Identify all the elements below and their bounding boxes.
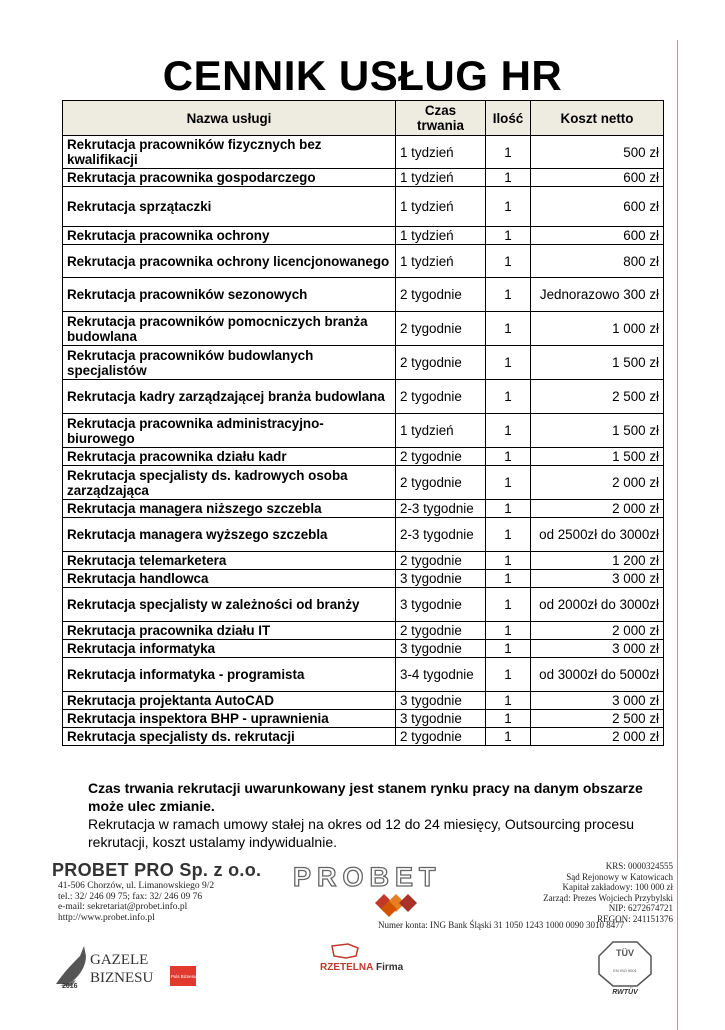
table-header-row: [63, 101, 664, 136]
net-cost-cell: 1 500 zł: [531, 448, 664, 466]
table-row: [63, 346, 664, 380]
duration-cell: 2 tygodnie: [396, 552, 486, 570]
service-name-cell: Rekrutacja managera wyższego szczebla: [63, 518, 396, 552]
poland-map-icon: [332, 944, 358, 958]
rzetelna-word: RZETELNA: [320, 962, 374, 973]
registration-info: [480, 861, 673, 924]
tuv-certification-logo: [595, 940, 655, 995]
duration-cell: 1 tydzień: [396, 169, 486, 187]
note-bold-text: Czas trwania rekrutacji uwarunkowany jest stanem rynku pracy na danym obszarze może ulec zmianie.: [88, 780, 643, 814]
service-name-cell: Rekrutacja pracownika administracyjno-biurowego: [63, 414, 396, 448]
net-cost-cell: 500 zł: [531, 136, 664, 169]
probet-diamonds-icon: [375, 889, 425, 917]
gazele-year: 2016: [62, 983, 78, 990]
duration-cell: 3 tygodnie: [396, 692, 486, 710]
service-name-cell: Rekrutacja specjalisty ds. kadrowych osoba zarządzająca: [63, 466, 396, 500]
quantity-cell: 1: [486, 278, 531, 312]
duration-cell: 2-3 tygodnie: [396, 500, 486, 518]
table-row: [63, 169, 664, 187]
service-name-cell: Rekrutacja projektanta AutoCAD: [63, 692, 396, 710]
duration-cell: 1 tydzień: [396, 187, 486, 227]
quantity-cell: 1: [486, 658, 531, 692]
table-row: [63, 588, 664, 622]
table-row: [63, 278, 664, 312]
quantity-cell: 1: [486, 448, 531, 466]
rzetelna-firma-logo: [318, 942, 418, 982]
duration-cell: 3 tygodnie: [396, 588, 486, 622]
duration-cell: 2 tygodnie: [396, 346, 486, 380]
bank-account: Numer konta: ING Bank Śląski 31 1050 1243 1000 0090 3010 8477: [378, 920, 625, 930]
board: Zarząd: Prezes Wojciech Przybylski: [543, 892, 673, 903]
rzetelna-firma: Firma: [376, 962, 404, 973]
service-name-cell: Rekrutacja pracowników sezonowych: [63, 278, 396, 312]
duration-cell: 3 tygodnie: [396, 570, 486, 588]
regon: REGON: 241151376: [597, 913, 673, 924]
net-cost-cell: 600 zł: [531, 169, 664, 187]
quantity-cell: 1: [486, 346, 531, 380]
tuv-bottom-text: RWTÜV: [612, 989, 638, 995]
table-row: [63, 227, 664, 245]
table-row: [63, 570, 664, 588]
table-row: [63, 466, 664, 500]
service-name-cell: Rekrutacja informatyka - programista: [63, 658, 396, 692]
table-row: [63, 380, 664, 414]
duration-cell: 2-3 tygodnie: [396, 518, 486, 552]
gazele-word2: BIZNESU: [90, 970, 154, 986]
quantity-cell: 1: [486, 500, 531, 518]
table-row: [63, 622, 664, 640]
duration-cell: 1 tydzień: [396, 245, 486, 278]
duration-cell: 1 tydzień: [396, 227, 486, 245]
header-quantity: Ilość: [486, 101, 531, 136]
duration-cell: 2 tygodnie: [396, 466, 486, 500]
company-email: e-mail: sekretariat@probet.info.pl: [58, 902, 188, 912]
probet-logo-text: PROBET: [293, 862, 442, 892]
net-cost-cell: 3 000 zł: [531, 570, 664, 588]
krs: KRS: 0000324555: [605, 861, 673, 871]
net-cost-cell: od 3000zł do 5000zł: [531, 658, 664, 692]
table-row: [63, 500, 664, 518]
quantity-cell: 1: [486, 466, 531, 500]
gazele-biznesu-logo: [50, 940, 210, 990]
duration-cell: 3-4 tygodnie: [396, 658, 486, 692]
capital: Kapitał zakładowy: 100 000 zł: [562, 882, 673, 892]
net-cost-cell: 1 000 zł: [531, 312, 664, 346]
service-name-cell: Rekrutacja managera niższego szczebla: [63, 500, 396, 518]
table-row: [63, 414, 664, 448]
quantity-cell: 1: [486, 169, 531, 187]
service-name-cell: Rekrutacja inspektora BHP - uprawnienia: [63, 710, 396, 728]
net-cost-cell: 1 200 zł: [531, 552, 664, 570]
net-cost-cell: 2 500 zł: [531, 710, 664, 728]
net-cost-cell: od 2500zł do 3000zł: [531, 518, 664, 552]
duration-cell: 2 tygodnie: [396, 278, 486, 312]
service-name-cell: Rekrutacja pracownika gospodarczego: [63, 169, 396, 187]
tuv-top-text: TÜV: [616, 948, 634, 958]
service-name-cell: Rekrutacja pracowników pomocniczych branża budowlana: [63, 312, 396, 346]
company-address: 41-506 Chorzów, ul. Limanowskiego 9/2: [58, 881, 215, 891]
net-cost-cell: 2 000 zł: [531, 500, 664, 518]
service-name-cell: Rekrutacja sprzątaczki: [63, 187, 396, 227]
net-cost-cell: 800 zł: [531, 245, 664, 278]
quantity-cell: 1: [486, 692, 531, 710]
quantity-cell: 1: [486, 552, 531, 570]
service-name-cell: Rekrutacja pracownika działu kadr: [63, 448, 396, 466]
net-cost-cell: Jednorazowo 300 zł: [531, 278, 664, 312]
duration-cell: 3 tygodnie: [396, 710, 486, 728]
net-cost-cell: 1 500 zł: [531, 414, 664, 448]
net-cost-cell: 2 000 zł: [531, 466, 664, 500]
duration-cell: 2 tygodnie: [396, 380, 486, 414]
table-row: [63, 640, 664, 658]
duration-cell: 1 tydzień: [396, 136, 486, 169]
quantity-cell: 1: [486, 588, 531, 622]
gazele-word1: GAZELE: [90, 952, 149, 968]
duration-cell: 2 tygodnie: [396, 728, 486, 746]
quantity-cell: 1: [486, 380, 531, 414]
service-name-cell: Rekrutacja specjalisty ds. rekrutacji: [63, 728, 396, 746]
header-net-cost: Koszt netto: [531, 101, 664, 136]
table-row: [63, 448, 664, 466]
table-row: [63, 187, 664, 227]
service-name-cell: Rekrutacja pracownika ochrony licencjonowanego: [63, 245, 396, 278]
table-row: [63, 136, 664, 169]
quantity-cell: 1: [486, 640, 531, 658]
net-cost-cell: 3 000 zł: [531, 640, 664, 658]
court: Sąd Rejonowy w Katowicach: [566, 871, 673, 882]
page-title: CENNIK USŁUG HR: [162, 52, 563, 99]
quantity-cell: 1: [486, 622, 531, 640]
service-name-cell: Rekrutacja pracowników fizycznych bez kwalifikacji: [63, 136, 396, 169]
quantity-cell: 1: [486, 312, 531, 346]
company-website: http://www.probet.info.pl: [58, 912, 155, 923]
note-block: [88, 779, 648, 851]
net-cost-cell: 3 000 zł: [531, 692, 664, 710]
quantity-cell: 1: [486, 728, 531, 746]
note-normal-text: Rekrutacja w ramach umowy stałej na okres od 12 do 24 miesięcy, Outsourcing procesu rekrutacji, koszt ustalamy indywidualnie.: [88, 816, 634, 850]
price-table: [62, 100, 664, 746]
table-row: [63, 728, 664, 746]
company-name: PROBET PRO Sp. z o.o.: [52, 860, 262, 880]
table-row: [63, 692, 664, 710]
puls-biznesu-text: Puls Biznesu: [171, 974, 197, 979]
company-info: [52, 860, 261, 923]
header-service-name: Nazwa usługi: [63, 101, 396, 136]
service-name-cell: Rekrutacja pracowników budowlanych specjalistów: [63, 346, 396, 380]
duration-cell: 2 tygodnie: [396, 448, 486, 466]
quantity-cell: 1: [486, 187, 531, 227]
table-row: [63, 710, 664, 728]
company-contact: [58, 881, 261, 923]
table-row: [63, 518, 664, 552]
net-cost-cell: 2 000 zł: [531, 622, 664, 640]
net-cost-cell: od 2000zł do 3000zł: [531, 588, 664, 622]
table-row: [63, 245, 664, 278]
table-row: [63, 658, 664, 692]
net-cost-cell: 1 500 zł: [531, 346, 664, 380]
quantity-cell: 1: [486, 227, 531, 245]
service-name-cell: Rekrutacja handlowca: [63, 570, 396, 588]
net-cost-cell: 2 500 zł: [531, 380, 664, 414]
net-cost-cell: 600 zł: [531, 187, 664, 227]
quantity-cell: 1: [486, 570, 531, 588]
service-name-cell: Rekrutacja informatyka: [63, 640, 396, 658]
probet-logo: [293, 862, 442, 893]
service-name-cell: Rekrutacja telemarketera: [63, 552, 396, 570]
quantity-cell: 1: [486, 518, 531, 552]
table-row: [63, 312, 664, 346]
table-row: [63, 552, 664, 570]
nip: NIP: 6272674721: [608, 903, 673, 913]
quantity-cell: 1: [486, 414, 531, 448]
service-name-cell: Rekrutacja kadry zarządzającej branża budowlana: [63, 380, 396, 414]
duration-cell: 3 tygodnie: [396, 640, 486, 658]
header-duration: Czas trwania: [396, 101, 486, 136]
service-name-cell: Rekrutacja pracownika działu IT: [63, 622, 396, 640]
tuv-standard: EN ISO 9001: [613, 968, 637, 973]
company-phone: tel.: 32/ 246 09 75; fax: 32/ 246 09 76: [58, 891, 203, 902]
gazelle-icon: [56, 946, 86, 986]
net-cost-cell: 2 000 zł: [531, 728, 664, 746]
service-name-cell: Rekrutacja specjalisty w zależności od branży: [63, 588, 396, 622]
quantity-cell: 1: [486, 245, 531, 278]
duration-cell: 2 tygodnie: [396, 622, 486, 640]
duration-cell: 2 tygodnie: [396, 312, 486, 346]
service-name-cell: Rekrutacja pracownika ochrony: [63, 227, 396, 245]
net-cost-cell: 600 zł: [531, 227, 664, 245]
page-edge-line: [677, 40, 678, 1030]
quantity-cell: 1: [486, 136, 531, 169]
price-table-body: [63, 136, 664, 746]
duration-cell: 1 tydzień: [396, 414, 486, 448]
quantity-cell: 1: [486, 710, 531, 728]
